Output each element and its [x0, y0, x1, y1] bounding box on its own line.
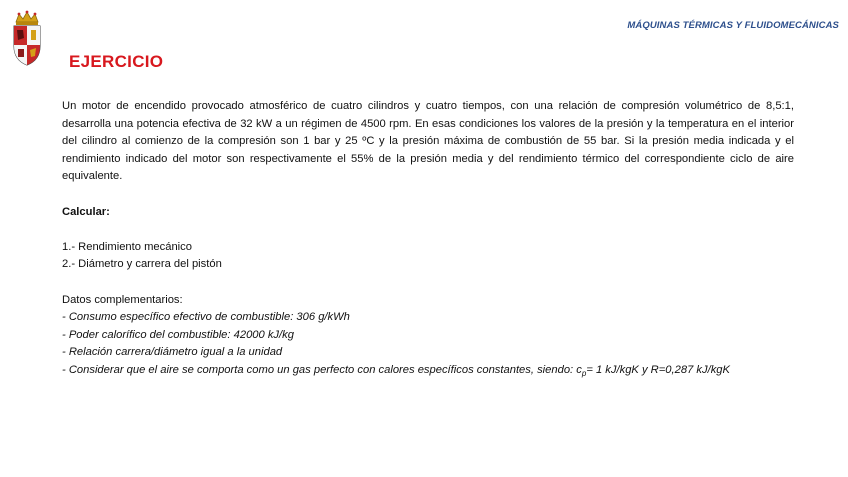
page-title: EJERCICIO	[69, 52, 164, 71]
extra-data-item: - Poder calorífico del combustible: 42000 kJ/kg	[62, 328, 294, 341]
problem-content	[62, 98, 794, 383]
task-item: 1.- Rendimiento mecánico	[62, 240, 192, 253]
gas-text-after: = 1 kJ/kgK y R=0,287 kJ/kgK	[586, 363, 730, 376]
calculate-label: Calcular:	[62, 205, 110, 218]
extra-data-item: - Relación carrera/diámetro igual a la unidad	[62, 346, 283, 359]
problem-statement: Un motor de encendido provocado atmosférico de cuatro cilindros y cuatro tiempos, con una relación de compresión volumétrico de 8,5:1, desarrolla una potencia efectiva de 32 kW a un régimen de 4500 rpm. En esas condiciones los valores de la presión y la temperatura en el interior del cilindro al comienzo de la compresión son 1 bar y 25 ºC y la presión máxima de combustión de 55 bar. Si la presión media indicada y el rendimiento indicado del motor son respectivamente el 55% de la presión media y del rendimiento térmico del correspondiente ciclo de aire equivalente.	[62, 100, 794, 183]
spacer	[62, 186, 794, 204]
extra-data-label: Datos complementarios:	[62, 293, 183, 306]
spacer	[62, 274, 794, 292]
gas-subscript: p	[581, 369, 587, 379]
course-title: MÁQUINAS TÉRMICAS Y FLUIDOMECÁNICAS	[627, 20, 839, 31]
extra-data-item: - Consumo específico efectivo de combustible: 306 g/kWh	[62, 311, 350, 324]
gas-text-before: - Considerar que el aire se comporta como un gas perfecto con calores específicos constantes, siendo: c	[62, 363, 582, 376]
spacer	[62, 221, 794, 239]
coat-of-arms-icon	[10, 8, 44, 68]
extra-data-item-gas	[62, 362, 794, 383]
task-item: 2.- Diámetro y carrera del pistón	[62, 258, 222, 271]
